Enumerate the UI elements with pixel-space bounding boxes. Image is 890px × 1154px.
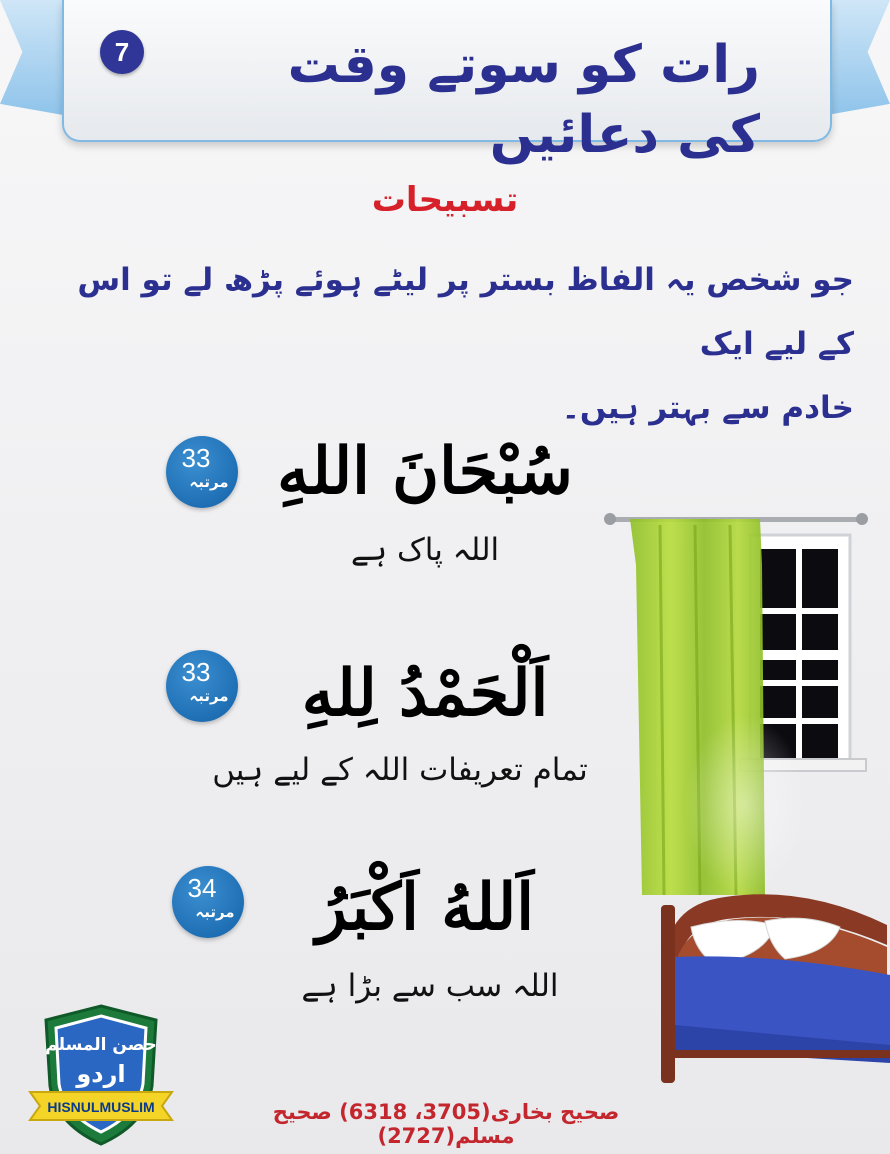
dhikr-meaning-2: تمام تعریفات اللہ کے لیے ہیں: [212, 752, 588, 788]
bed-illustration: [655, 885, 890, 1085]
logo-middle-text: اردو: [76, 1060, 126, 1088]
count-number: 33: [181, 443, 211, 473]
count-unit: مرتبہ: [189, 687, 229, 705]
intro-line-1: جو شخص یہ الفاظ بستر پر لیٹے ہوئے پڑھ لے تو اس کے لیے ایک: [77, 262, 854, 362]
section-heading: تسبیحات: [371, 180, 519, 220]
logo-top-text: حصن المسلم: [45, 1035, 157, 1055]
count-unit: مرتبہ: [195, 903, 235, 921]
page-title: رات کو سوتے وقت کی دعائیں: [287, 35, 760, 165]
page-number-badge: 7: [100, 30, 144, 74]
count-badge-3: [172, 866, 244, 938]
dhikr-meaning-1: اللہ پاک ہے: [350, 532, 500, 568]
hadith-reference: صحیح بخاری(3705، 6318) صحیح مسلم(2727): [272, 1100, 620, 1148]
intro-line-2: خادم سے بہتر ہیں۔: [561, 390, 854, 426]
intro-text: [34, 248, 854, 440]
window-curtain-illustration: [600, 505, 890, 895]
dhikr-meaning-3: اللہ سب سے بڑا ہے: [301, 968, 559, 1004]
dhikr-arabic-2: اَلْحَمْدُ لِلهِ: [301, 656, 549, 731]
hisnulmuslim-logo: [28, 1002, 174, 1148]
count-unit: مرتبہ: [189, 473, 229, 491]
logo-banner-text: HISNULMUSLIM: [47, 1099, 155, 1115]
count-number: 33: [181, 657, 211, 687]
dhikr-arabic-1: سُبْحَانَ اللهِ: [277, 434, 573, 509]
count-number: 34: [187, 873, 217, 903]
count-badge-1: [166, 436, 238, 508]
count-badge-2: [166, 650, 238, 722]
header-card: [62, 0, 832, 165]
dhikr-arabic-3: اَللهُ اَكْبَرُ: [316, 870, 534, 945]
